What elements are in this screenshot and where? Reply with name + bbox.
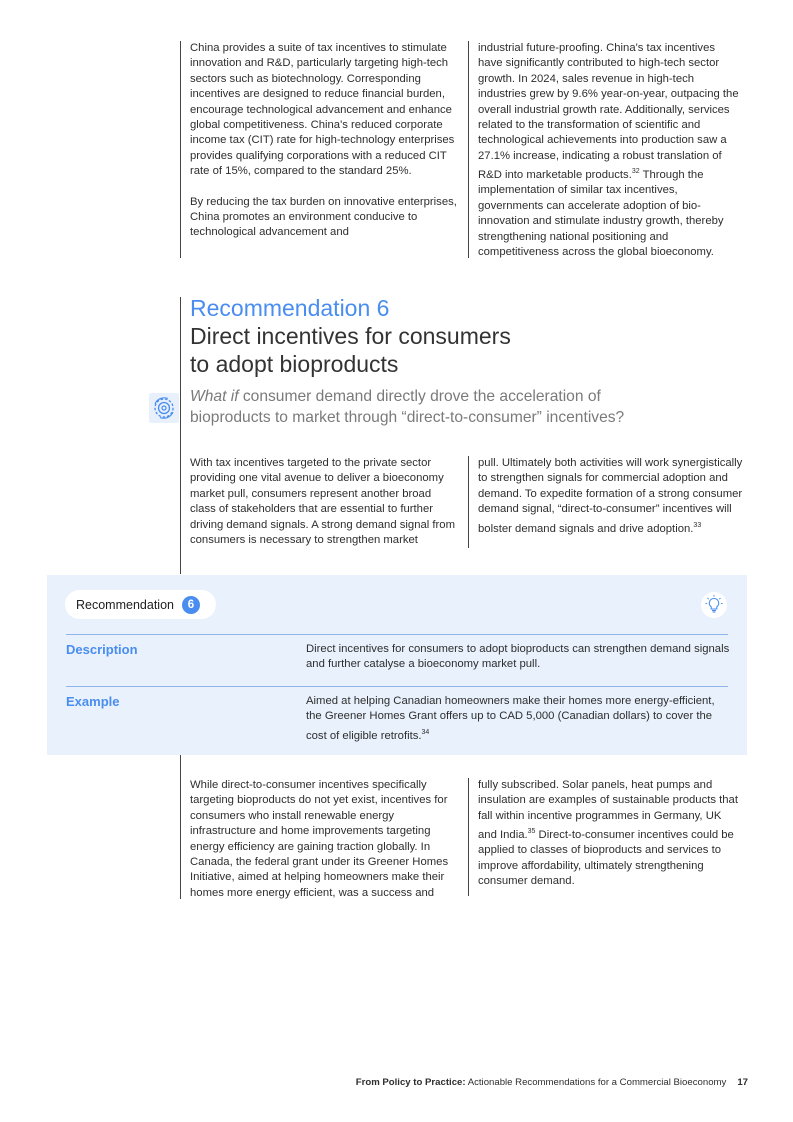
lightbulb-icon bbox=[701, 592, 727, 618]
gear-cycle-icon bbox=[149, 393, 179, 423]
paragraph: fully subscribed. Solar panels, heat pumps and insulation are examples of sustainable products that fall within incentive programmes in Germany, UK and India.$^{35}$ Direct-to-consumer incentives could be applied to classes of bioproducts and services to improve affordability, ultimately strengthening consumer demand. bbox=[478, 779, 738, 888]
divider bbox=[66, 686, 728, 687]
divider bbox=[66, 634, 728, 635]
footer-title-bold: From Policy to Practice: bbox=[355, 1077, 466, 1088]
footnote-ref[interactable]: 35 bbox=[527, 828, 536, 836]
pill-label: Recommendation bbox=[76, 597, 174, 612]
mid-right-column bbox=[478, 456, 748, 537]
heading-rule bbox=[180, 297, 181, 574]
mid-left-column bbox=[190, 456, 456, 548]
example-text: Aimed at helping Canadian homeowners make their homes more energy-efficient, the Greener Homes Grant offers up to CAD 5,000 (Canadian dollars) to cover the cost of eligible retrofits.$^{34}$ bbox=[306, 695, 715, 742]
column-rule bbox=[468, 41, 469, 258]
page-number: 17 bbox=[737, 1077, 748, 1088]
bottom-left-column bbox=[190, 778, 460, 901]
paragraph: pull. Ultimately both activities will work synergistically to strengthen signals for commercial adoption and demand. To expedite formation of a strong consumer demand signal, “direct-to-consumer” incentives will bolster demand signals and drive adoption.$^{33}$ bbox=[478, 457, 743, 535]
top-left-column bbox=[190, 41, 460, 241]
column-rule bbox=[180, 41, 181, 258]
page-footer bbox=[0, 1077, 748, 1088]
paragraph: While direct-to-consumer incentives specifically targeting bioproducts do not yet exist, incentives for consumers who install renewable energy infrastructure and home improvements targeting energy efficiency are gaining traction globally. In Canada, the federal grant under its Greener Homes Initiative, aimed at helping homeowners make their homes more energy efficient, was a success and bbox=[190, 779, 449, 899]
column-rule bbox=[180, 755, 181, 899]
paragraph: By reducing the tax burden on innovative enterprises, China promotes an environment conducive to technological advancement and bbox=[190, 195, 457, 239]
recommendation-question: What if consumer demand directly drove the acceleration of bioproducts to market through “direct-to-consumer” incentives? bbox=[190, 388, 625, 426]
recommendation-title: Direct incentives for consumers to adopt bioproducts bbox=[190, 323, 511, 377]
recommendation-label: Recommendation 6 bbox=[190, 295, 390, 321]
example-label: Example bbox=[66, 694, 120, 709]
description-text: Direct incentives for consumers to adopt bioproducts can strengthen demand signals and further catalyse a bioeconomy market pull. bbox=[306, 643, 730, 671]
bottom-right-column bbox=[478, 778, 740, 890]
footnote-ref[interactable]: 33 bbox=[693, 521, 702, 529]
paragraph: With tax incentives targeted to the private sector providing one vital avenue to deliver a bioeconomy market pull, consumers represent another broad class of stakeholders that are essential to further driving demand signals. A strong demand signal from consumers is necessary to strengthen market bbox=[190, 457, 455, 547]
description-label: Description bbox=[66, 642, 138, 657]
footnote-ref[interactable]: 32 bbox=[631, 168, 640, 176]
footnote-ref[interactable]: 34 bbox=[421, 728, 430, 736]
column-rule bbox=[468, 778, 469, 896]
pill-number-badge: 6 bbox=[182, 596, 200, 614]
top-right-column bbox=[478, 41, 740, 260]
footer-title: Actionable Recommendations for a Commercial Bioeconomy bbox=[465, 1077, 727, 1088]
column-rule bbox=[468, 456, 469, 548]
paragraph: industrial future-proofing. China's tax incentives have significantly contributed to high-tech sector growth. In 2024, sales revenue in high-tech industries grew by 9.6% year-on-year, outpacing the overall industrial growth rate. Additionally, services related to the transformation of scientific and technological achievements into production saw a 27.1% increase, indicating a robust translation of R&D into marketable products.$^{32}$ Through the implementation of similar tax incentives, governments can accelerate adoption of bio-innovation and stimulate industry growth, thereby strengthening national positioning and competitiveness across the global bioeconomy. bbox=[478, 42, 739, 259]
paragraph: China provides a suite of tax incentives to stimulate innovation and R&D, particularly targeting high-tech sectors such as biotechnology. Corresponding incentives are designed to reduce financial burden, encourage technological advancement and enhance global competitiveness. China's reduced corporate income tax (CIT) rate for high-technology enterprises provides qualifying corporations with a reduced CIT rate of 15%, compared to the standard 25%. bbox=[190, 42, 455, 178]
recommendation-pill bbox=[65, 590, 216, 619]
